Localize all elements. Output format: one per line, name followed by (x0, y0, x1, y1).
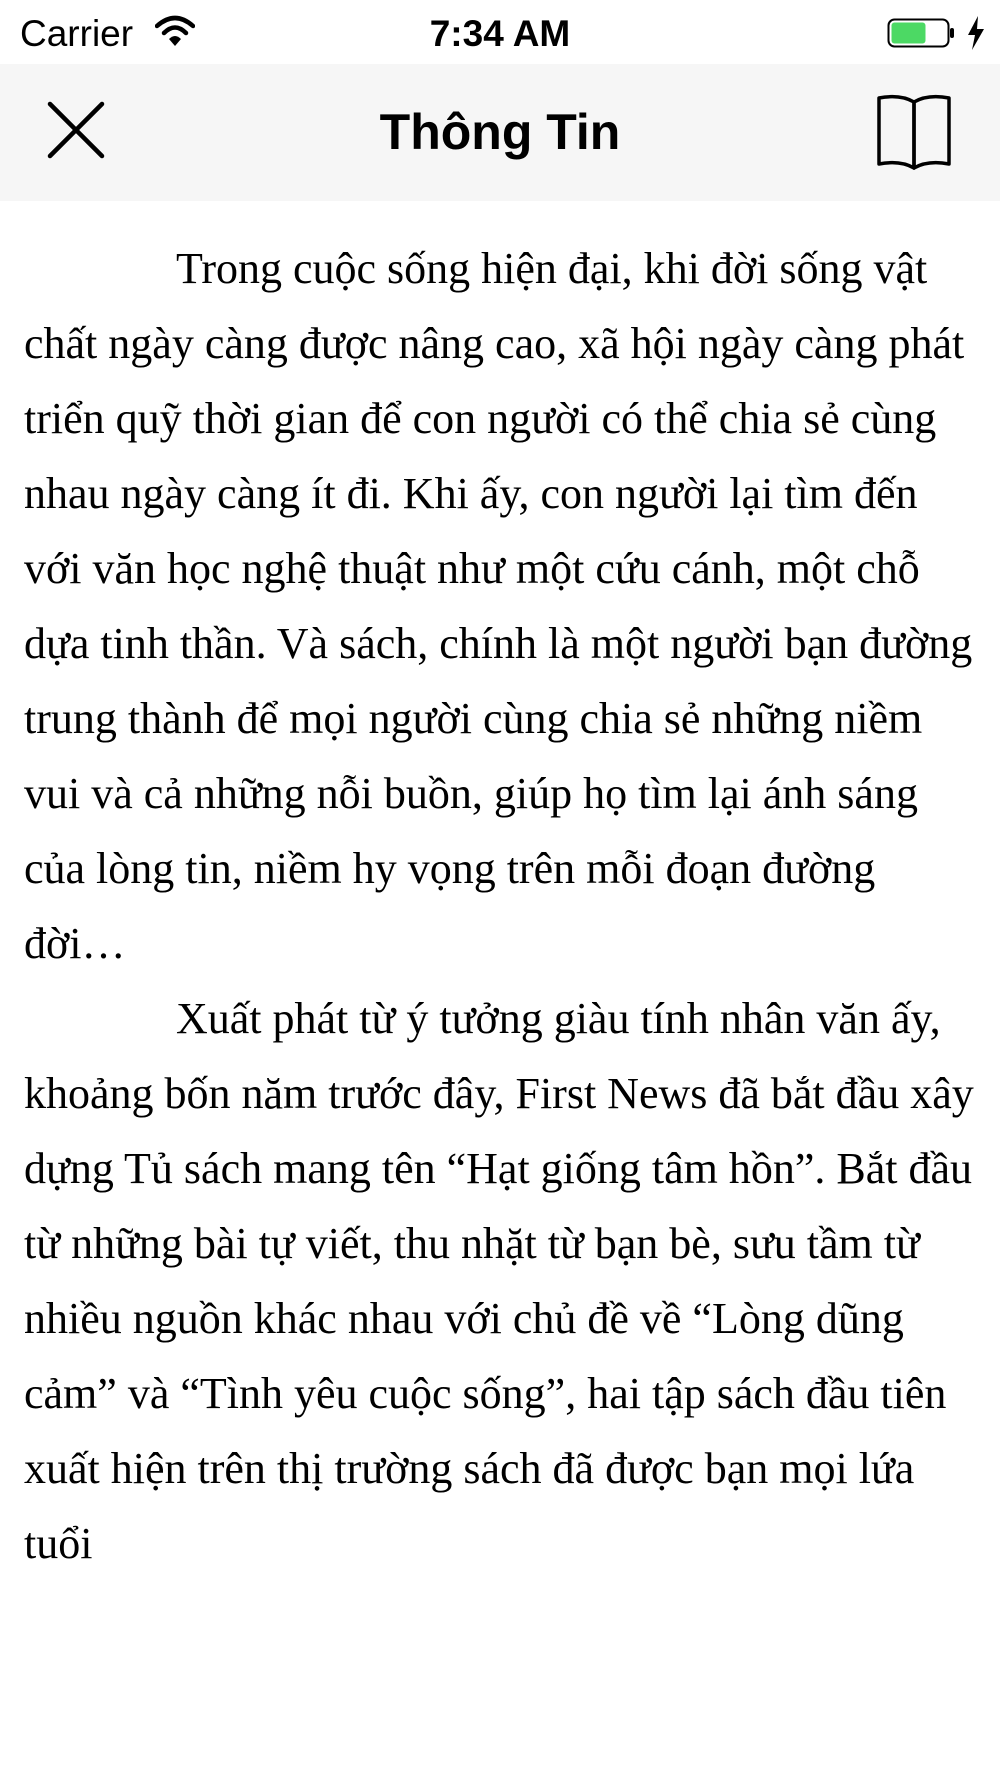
battery-icon (887, 18, 955, 48)
article-text (24, 231, 984, 1581)
charging-bolt-icon (966, 16, 986, 50)
paragraph-1: Trong cuộc sống hiện đại, khi đời sống vật chất ngày càng được nâng cao, xã hội ngày càng phát triển quỹ thời gian để con người có thể chia sẻ cùng nhau ngày càng ít đi. Khi ấy, con người lại tìm đến với văn học nghệ thuật như một cứu cánh, một chỗ dựa tinh thần. Và sách, chính là một người bạn đường trung thành để mọi người cùng chia sẻ những niềm vui và cả những nỗi buồn, giúp họ tìm lại ánh sáng của lòng tin, niềm hy vọng trên mỗi đoạn đường đời… (24, 244, 973, 968)
navigation-bar (0, 64, 1000, 201)
book-icon (873, 90, 955, 172)
carrier-label: Carrier (20, 13, 134, 54)
article-content[interactable] (0, 201, 1000, 1617)
book-button[interactable] (873, 90, 955, 172)
bottom-blank-area (0, 1617, 1000, 1778)
page-title: Thông Tin (379, 104, 621, 160)
status-bar (0, 0, 1000, 64)
clock-time: 7:34 AM (429, 13, 571, 54)
paragraph-2: Xuất phát từ ý tưởng giàu tính nhân văn ấy, khoảng bốn năm trước đây, First News đã bắt đầu xây dựng Tủ sách mang tên “Hạt giống tâm hồn”. Bắt đầu từ những bài tự viết, thu nhặt từ bạn bè, sưu tầm từ nhiều nguồn khác nhau với chủ đề về “Lòng dũng cảm” và “Tình yêu cuộc sống”, hai tập sách đầu tiên xuất hiện trên thị trường sách đã được bạn mọi lứa tuổi (24, 994, 974, 1568)
